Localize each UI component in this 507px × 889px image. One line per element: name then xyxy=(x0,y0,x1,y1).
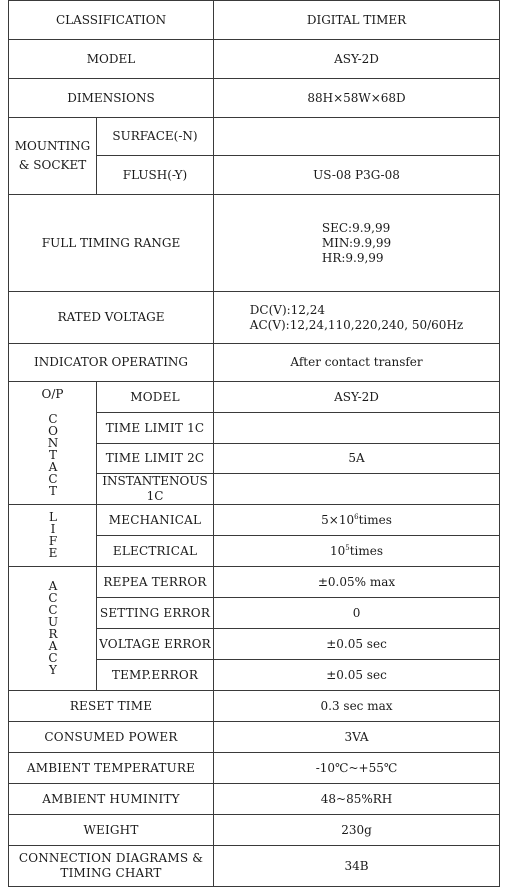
row-timing xyxy=(9,195,500,292)
timing-value xyxy=(214,195,500,292)
contact-group xyxy=(9,382,97,505)
model-label: MODEL xyxy=(9,40,214,79)
indicator-label: INDICATOR OPERATING xyxy=(9,344,214,382)
voltage-error-value: ±0.05 sec xyxy=(214,629,500,660)
reset-time-value: 0.3 sec max xyxy=(214,691,500,722)
mounting-label xyxy=(9,118,97,195)
accuracy-group-label: ACCURACY xyxy=(46,578,60,675)
row-weight xyxy=(9,815,500,846)
timing-sec: SEC:9.9,99 xyxy=(321,220,391,235)
elec-value xyxy=(214,536,500,567)
contact-model-value: ASY-2D xyxy=(214,382,500,413)
model-value: ASY-2D xyxy=(214,40,500,79)
limit1-label: TIME LIMIT 1C xyxy=(97,413,214,444)
life-group-label: LIFE xyxy=(46,509,60,558)
instant-label: INSTANTENOUS 1C xyxy=(97,474,214,505)
elec-value-exponent: 5 xyxy=(345,543,350,552)
voltage-lines xyxy=(250,303,463,333)
repeat-error-value: ±0.05% max xyxy=(214,567,500,598)
consumed-power-value: 3VA xyxy=(214,722,500,753)
mech-value xyxy=(214,505,500,536)
ambient-hum-value: 48~85%RH xyxy=(214,784,500,815)
mech-label: MECHANICAL xyxy=(97,505,214,536)
connection-value: 34B xyxy=(214,846,500,887)
connection-label xyxy=(9,846,214,887)
instant-value xyxy=(214,474,500,505)
row-ambient-temperature xyxy=(9,753,500,784)
consumed-power-label: CONSUMED POWER xyxy=(9,722,214,753)
mech-value-unit: times xyxy=(358,512,392,527)
voltage-error-label: VOLTAGE ERROR xyxy=(97,629,214,660)
timing-lines xyxy=(322,221,391,266)
ambient-hum-label: AMBIENT HUMINITY xyxy=(9,784,214,815)
mech-value-exponent: 6 xyxy=(354,512,359,521)
flush-value: US-08 P3G-08 xyxy=(214,156,500,195)
flush-label: FLUSH(-Y) xyxy=(97,156,214,195)
row-accuracy-repeat xyxy=(9,567,500,598)
life-group xyxy=(9,505,97,567)
setting-error-label: SETTING ERROR xyxy=(97,598,214,629)
mech-value-base: 5×10 xyxy=(321,512,355,527)
row-contact-model xyxy=(9,382,500,413)
op-label: O/P xyxy=(41,386,64,401)
timing-hr: HR:9.9,99 xyxy=(321,250,384,265)
elec-label: ELECTRICAL xyxy=(97,536,214,567)
contact-group-label: CONTACT xyxy=(46,411,60,496)
connection-label-line1: CONNECTION DIAGRAMS & xyxy=(18,851,204,865)
connection-label-line2: TIMING CHART xyxy=(60,866,162,880)
timing-label: FULL TIMING RANGE xyxy=(9,195,214,292)
elec-value-base: 10 xyxy=(329,543,346,558)
limit2-label: TIME LIMIT 2C xyxy=(97,444,214,474)
elec-value-unit: times xyxy=(349,543,384,558)
row-mounting-surface xyxy=(9,118,500,156)
voltage-label: RATED VOLTAGE xyxy=(9,292,214,344)
surface-value xyxy=(214,118,500,156)
temp-error-label: TEMP.ERROR xyxy=(97,660,214,691)
weight-label: WEIGHT xyxy=(9,815,214,846)
ambient-temp-label: AMBIENT TEMPERATURE xyxy=(9,753,214,784)
limit2-value: 5A xyxy=(214,444,500,474)
row-connection xyxy=(9,846,500,887)
ambient-temp-value: -10℃~+55℃ xyxy=(214,753,500,784)
row-classification xyxy=(9,1,500,40)
repeat-error-label: REPEA TERROR xyxy=(97,567,214,598)
reset-time-label: RESET TIME xyxy=(9,691,214,722)
spec-table xyxy=(8,0,500,887)
timing-min: MIN:9.9,99 xyxy=(321,235,392,250)
voltage-dc: DC(V):12,24 xyxy=(249,302,326,317)
row-life-mechanical xyxy=(9,505,500,536)
setting-error-value: 0 xyxy=(214,598,500,629)
weight-value: 230g xyxy=(214,815,500,846)
row-reset-time xyxy=(9,691,500,722)
mounting-label-line2: & SOCKET xyxy=(18,158,87,172)
row-model xyxy=(9,40,500,79)
voltage-ac: AC(V):12,24,110,220,240, 50/60Hz xyxy=(249,317,464,332)
accuracy-group xyxy=(9,567,97,691)
indicator-value: After contact transfer xyxy=(214,344,500,382)
classification-label: CLASSIFICATION xyxy=(9,1,214,40)
row-voltage xyxy=(9,292,500,344)
temp-error-value: ±0.05 sec xyxy=(214,660,500,691)
row-indicator xyxy=(9,344,500,382)
dimensions-label: DIMENSIONS xyxy=(9,79,214,118)
row-dimensions xyxy=(9,79,500,118)
classification-value: DIGITAL TIMER xyxy=(214,1,500,40)
surface-label: SURFACE(-N) xyxy=(97,118,214,156)
limit1-value xyxy=(214,413,500,444)
mounting-label-line1: MOUNTING xyxy=(14,139,91,153)
row-consumed-power xyxy=(9,722,500,753)
dimensions-value: 88H×58W×68D xyxy=(214,79,500,118)
voltage-value xyxy=(214,292,500,344)
contact-model-label: MODEL xyxy=(97,382,214,413)
row-ambient-humidity xyxy=(9,784,500,815)
